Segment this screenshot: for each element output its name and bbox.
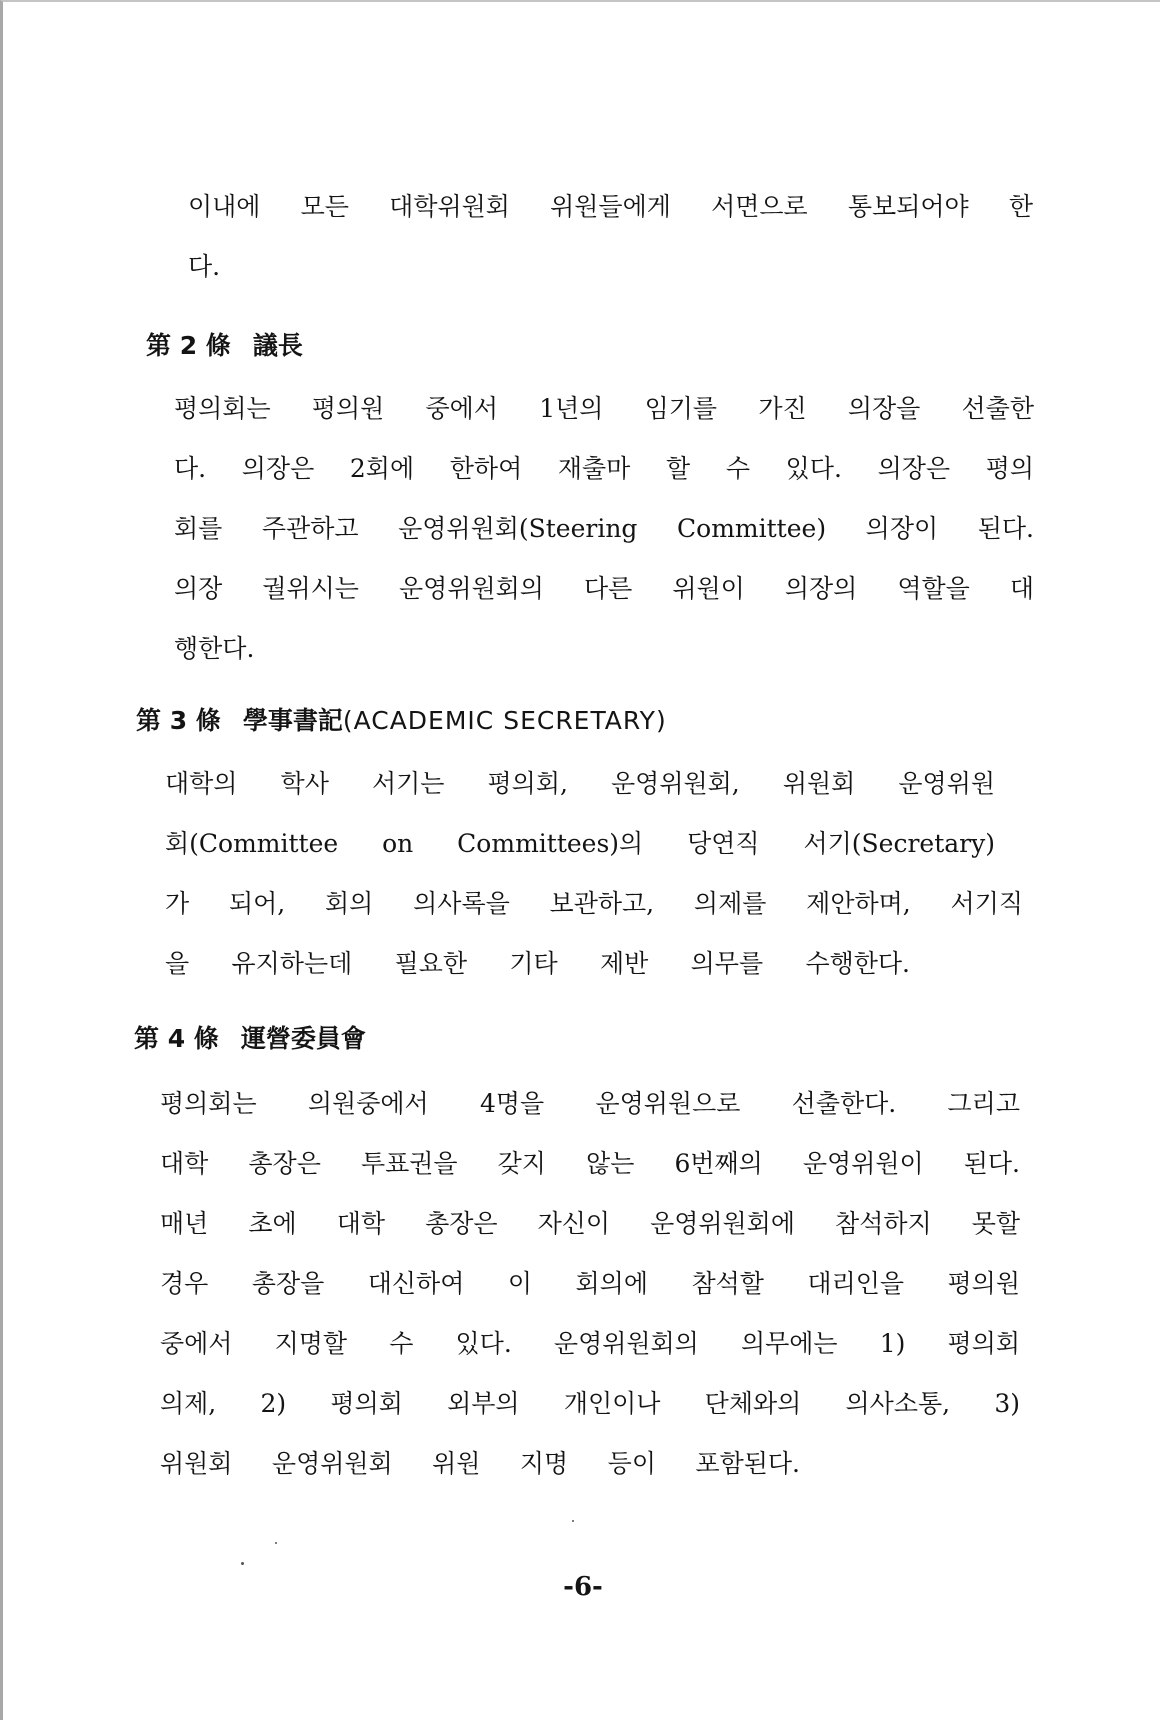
paragraph-line: 이내에 모든 대학위원회 위원들에게 서면으로 통보되어야 한 (188, 192, 1033, 221)
article-number: 第 2 條 (146, 331, 231, 360)
scan-speck (572, 1520, 574, 1522)
paragraph-line: 다. 의장은 2회에 한하여 재출마 할 수 있다. 의장은 평의 (174, 454, 1034, 483)
paragraph-line: 대학 총장은 투표권을 갖지 않는 6번째의 운영위원이 된다. (160, 1149, 1020, 1178)
paragraph-line: 다. (188, 252, 221, 281)
paragraph-line: 평의회는 평의원 중에서 1년의 임기를 가진 의장을 선출한 (174, 394, 1034, 423)
article-number: 第 4 條 (134, 1024, 219, 1053)
paragraph-line: 을 유지하는데 필요한 기타 제반 의무를 수행한다. (165, 949, 910, 978)
paragraph-line: 의장 궐위시는 운영위원회의 다른 위원이 의장의 역할을 대 (174, 574, 1034, 603)
article-title: 運營委員會 (240, 1024, 366, 1053)
paragraph-line: 가 되어, 회의 의사록을 보관하고, 의제를 제안하며, 서기직 (165, 889, 1023, 918)
paragraph-line: 의제, 2) 평의회 외부의 개인이나 단체와의 의사소통, 3) (160, 1389, 1020, 1418)
paragraph-line: 경우 총장을 대신하여 이 회의에 참석할 대리인을 평의원 (160, 1269, 1020, 1298)
paragraph-line: 매년 초에 대학 총장은 자신이 운영위원회에 참석하지 못할 (160, 1209, 1020, 1238)
article-heading (136, 704, 667, 738)
paragraph-line: 평의회는 의원중에서 4명을 운영위원으로 선출한다. 그리고 (160, 1089, 1020, 1118)
paragraph-line: 행한다. (174, 634, 255, 663)
paragraph-line: 중에서 지명할 수 있다. 운영위원회의 의무에는 1) 평의회 (160, 1329, 1020, 1358)
paragraph-line: 회(Committee on Committees)의 당연직 서기(Secretary) (165, 829, 995, 858)
scan-speck (275, 1542, 277, 1544)
article-title: 議長 (252, 331, 303, 360)
article-title-latin: (ACADEMIC SECRETARY) (342, 706, 667, 735)
article-heading (134, 1022, 366, 1056)
paragraph-line: 회를 주관하고 운영위원회(Steering Committee) 의장이 된다. (174, 514, 1034, 543)
page-number: -6- (563, 1572, 603, 1602)
paragraph-line: 대학의 학사 서기는 평의회, 운영위원회, 위원회 운영위원 (165, 769, 995, 798)
scan-speck (241, 1562, 244, 1565)
paragraph-line: 위원회 운영위원회 위원 지명 등이 포함된다. (160, 1449, 800, 1478)
article-title: 學事書記 (242, 706, 343, 735)
article-number: 第 3 條 (136, 706, 221, 735)
article-heading (146, 329, 303, 363)
